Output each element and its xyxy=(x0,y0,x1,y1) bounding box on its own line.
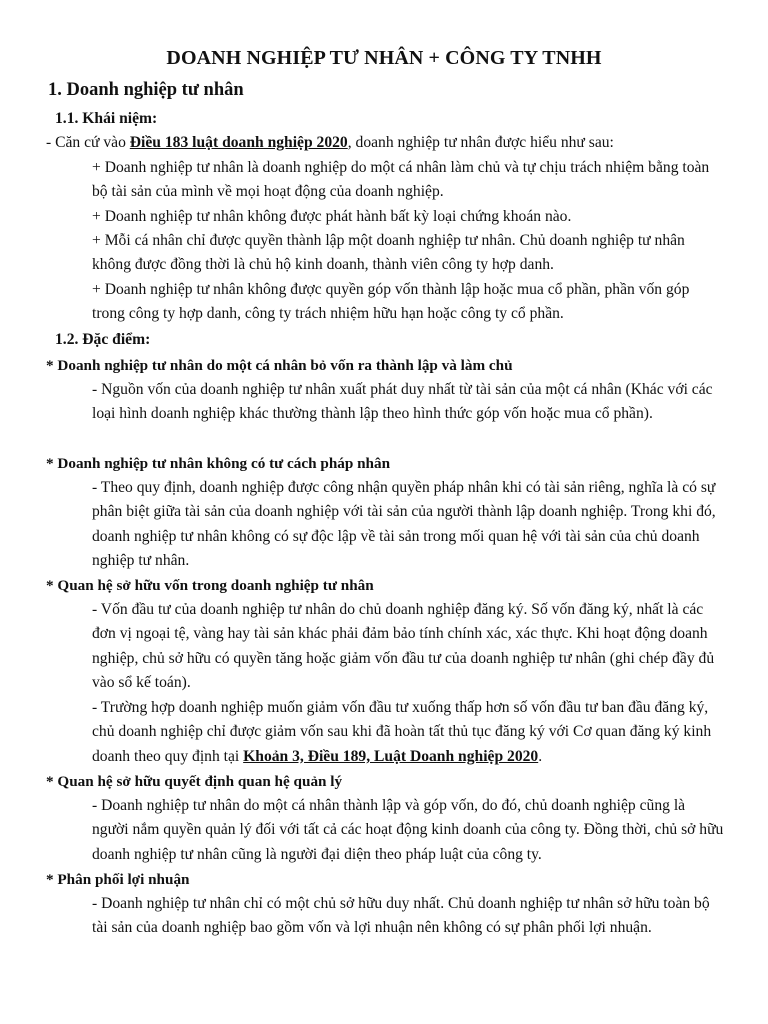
concept-point-1: + Doanh nghiệp tư nhân là doanh nghiệp do một cá nhân làm chủ và tự chịu trách nhiệm bằng toàn bộ tài sản của mình về mọi hoạt động của doanh nghiệp. xyxy=(92,159,710,201)
feature-2-text: - Theo quy định, doanh nghiệp được công nhận quyền pháp nhân khi có tài sản riêng, nghĩa là có sự phân biệt giữa tài sản của doanh nghiệp với tài sản của người thành lập doanh nghiệp. Trong khi đó, doanh nghiệp tư nhân không có sự độc lập về tài sản trong mối quan hệ với tài sản của chủ doanh nghiệp tư nhân. xyxy=(92,479,716,570)
feature-5-title: * Phân phối lợi nhuận xyxy=(46,871,190,888)
subsection-1-1-heading: 1.1. Khái niệm: xyxy=(55,110,158,127)
subsection-1-2-heading: 1.2. Đặc điểm: xyxy=(55,331,151,348)
feature-3-text: - Vốn đầu tư của doanh nghiệp tư nhân do chủ doanh nghiệp đăng ký. Số vốn đăng ký, nhất là các đơn vị ngoại tệ, vàng hay tài sản khác phải đảm bảo tính chính xác, xác thực. Khi hoạt động doanh nghiệp, chủ sở hữu có quyền tăng hoặc giảm vốn đầu tư của doanh nghiệp tư nhân (ghi chép đầy đủ vào sổ kế toán). xyxy=(92,601,715,692)
document-title: DOANH NGHIỆP TƯ NHÂN + CÔNG TY TNHH xyxy=(166,47,602,69)
concept-point-2: + Doanh nghiệp tư nhân không được phát hành bất kỳ loại chứng khoán nào. xyxy=(92,208,572,225)
legal-basis-prefix: - Căn cứ vào xyxy=(46,134,130,151)
feature-1-title: * Doanh nghiệp tư nhân do một cá nhân bỏ vốn ra thành lập và làm chủ xyxy=(46,357,513,374)
concept-point-3: + Mỗi cá nhân chỉ được quyền thành lập một doanh nghiệp tư nhân. Chủ doanh nghiệp tư nhân không được đồng thời là chủ hộ kinh doanh, thành viên công ty hợp danh. xyxy=(92,232,685,274)
feature-3-text-2 xyxy=(92,696,724,769)
legal-basis-suffix: , doanh nghiệp tư nhân được hiểu như sau: xyxy=(347,134,614,151)
feature-4-text: - Doanh nghiệp tư nhân do một cá nhân thành lập và góp vốn, do đó, chủ doanh nghiệp cũng là người nắm quyền quản lý đối với tất cả các hoạt động kinh doanh của công ty. Đồng thời, chủ sở hữu doanh nghiệp tư nhân cũng là người đại diện theo pháp luật của công ty. xyxy=(92,797,724,863)
feature-3-title: * Quan hệ sở hữu vốn trong doanh nghiệp tư nhân xyxy=(46,577,374,594)
feature-3-text-2-prefix: - Trường hợp doanh nghiệp muốn giảm vốn đầu tư xuống thấp hơn số vốn đầu tư ban đầu đăng ký, chủ doanh nghiệp chỉ được giảm vốn sau khi đã hoàn tất thủ tục đăng ký với Cơ quan đăng ký kinh doanh theo quy định tại xyxy=(92,699,712,765)
article-183-link[interactable]: Điều 183 luật doanh nghiệp 2020 xyxy=(129,134,348,151)
feature-5-text: - Doanh nghiệp tư nhân chỉ có một chủ sở hữu duy nhất. Chủ doanh nghiệp tư nhân sở hữu toàn bộ tài sản của doanh nghiệp bao gồm vốn và lợi nhuận nên không có sự phân phối lợi nhuận. xyxy=(92,895,710,937)
legal-basis-paragraph xyxy=(46,131,746,155)
clause-3-article-189-link[interactable]: Khoản 3, Điều 189, Luật Doanh nghiệp 2020 xyxy=(243,747,539,765)
feature-1-text: - Nguồn vốn của doanh nghiệp tư nhân xuất phát duy nhất từ tài sản của một cá nhân (Khác với các loại hình doanh nghiệp khác thường thành lập theo hình thức góp vốn hoặc mua cổ phần). xyxy=(92,381,713,423)
section-1-heading: 1. Doanh nghiệp tư nhân xyxy=(48,80,244,100)
feature-3-text-2-suffix: . xyxy=(538,747,543,765)
feature-4-title: * Quan hệ sở hữu quyết định quan hệ quản lý xyxy=(46,773,343,790)
feature-2-title: * Doanh nghiệp tư nhân không có tư cách pháp nhân xyxy=(46,455,391,472)
concept-point-4: + Doanh nghiệp tư nhân không được quyền góp vốn thành lập hoặc mua cổ phần, phần vốn góp trong công ty hợp danh, công ty trách nhiệm hữu hạn hoặc công ty cổ phần. xyxy=(92,281,690,323)
